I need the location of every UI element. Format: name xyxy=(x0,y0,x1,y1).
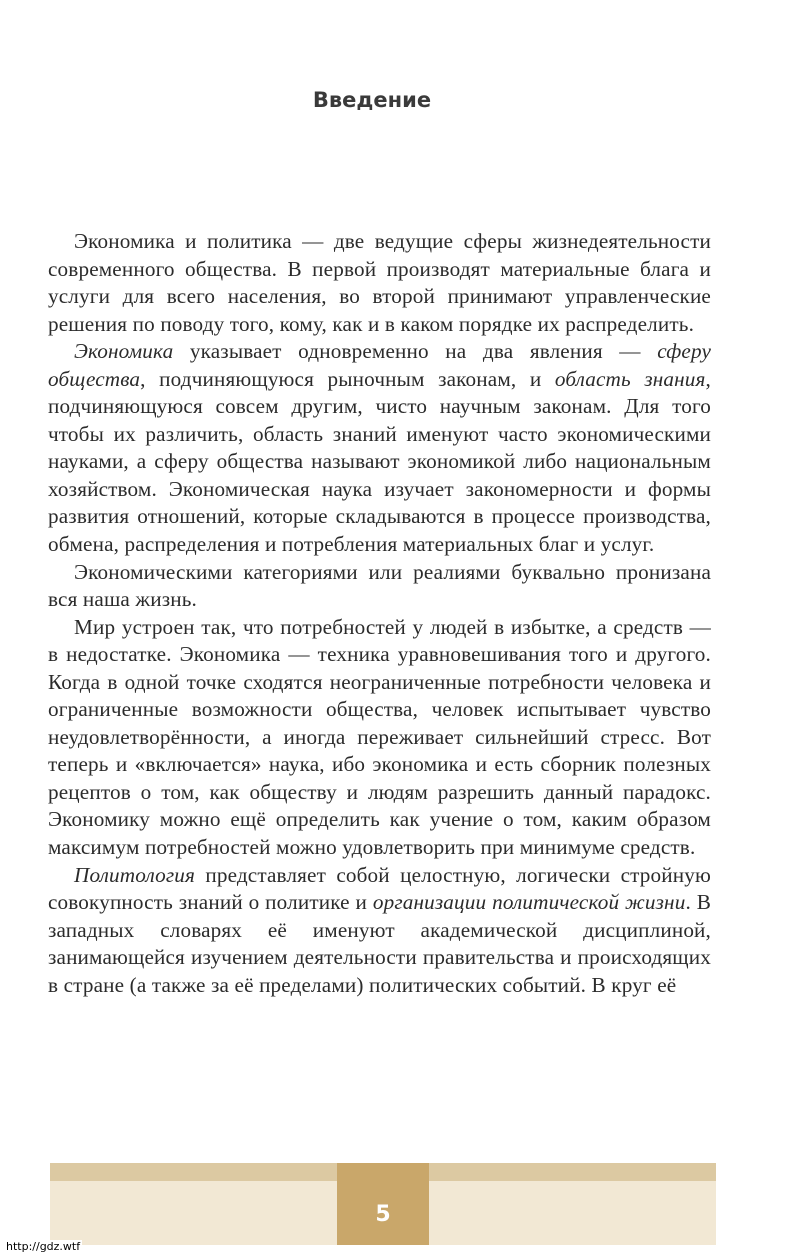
body-text xyxy=(48,228,711,999)
paragraph-1-text: Экономика и политика — две ведущие сферы жизнедеятельности современного общества. В первой производят материальные блага и услуги для всего населения, во второй принимают управленческие решения по поводу того, кому, как и в каком порядке их распределить. xyxy=(48,229,711,336)
page-number: 5 xyxy=(375,1202,391,1227)
paragraph-5-text-a: представляет собой целостную, логически стройную совокупность знаний о политике и xyxy=(48,862,711,915)
paragraph-5 xyxy=(48,862,711,1000)
paragraph-2-text-b: , подчиняющуюся рыночным законам, и xyxy=(140,366,555,391)
paragraph-3 xyxy=(48,559,711,614)
term-political-science: Политология xyxy=(74,862,196,887)
term-economics: Экономика xyxy=(74,339,174,364)
paragraph-1 xyxy=(48,228,711,338)
term-organization-of-political-life: организации политической жизни xyxy=(372,890,686,915)
paragraph-5-text-b: . В западных словарях её именуют академической дисциплиной, занимающейся изучением деятельности правительства и происходящих в стране (а также за её пределами) политических событий. В круг её xyxy=(48,890,711,997)
paragraph-2-text-c: , подчиняющуюся совсем другим, чисто научным законам. Для того чтобы их различить, область знаний именуют часто экономическими науками, а сферу общества называют экономикой либо национальным хозяйством. Экономическая наука изучает закономерности и формы развития отношений, которые складываются в процессе производства, обмена, распределения и потребления материальных благ и услуг. xyxy=(48,366,711,557)
paragraph-2 xyxy=(48,338,711,558)
paragraph-4-text: Мир устроен так, что потребностей у людей в избытке, а средств — в недостатке. Экономика — техника уравновешивания того и другого. Когда в одной точке сходятся неограниченные потребности человека и ограниченные возможности общества, человек испытывает чувство неудовлетворённости, а иногда переживает сильнейший стресс. Вот теперь и «включается» наука, ибо экономика и есть сборник полезных рецептов о том, как обществу и людям разрешить данный парадокс. Экономику можно ещё определить как учение о том, каким образом максимум потребностей можно удовлетворить при минимуме средств. xyxy=(48,614,711,860)
paragraph-2-text-a: указывает одновременно на два явления — xyxy=(173,339,658,364)
term-field-of-knowledge: область знания xyxy=(554,366,706,391)
page-heading: Введение xyxy=(312,88,432,112)
paragraph-3-text: Экономическими категориями или реалиями буквально пронизана вся наша жизнь. xyxy=(48,559,711,612)
source-watermark: http://gdz.wtf xyxy=(6,1240,81,1253)
term-sphere-of-society: сферу общества xyxy=(48,339,711,391)
paragraph-4 xyxy=(48,614,711,862)
